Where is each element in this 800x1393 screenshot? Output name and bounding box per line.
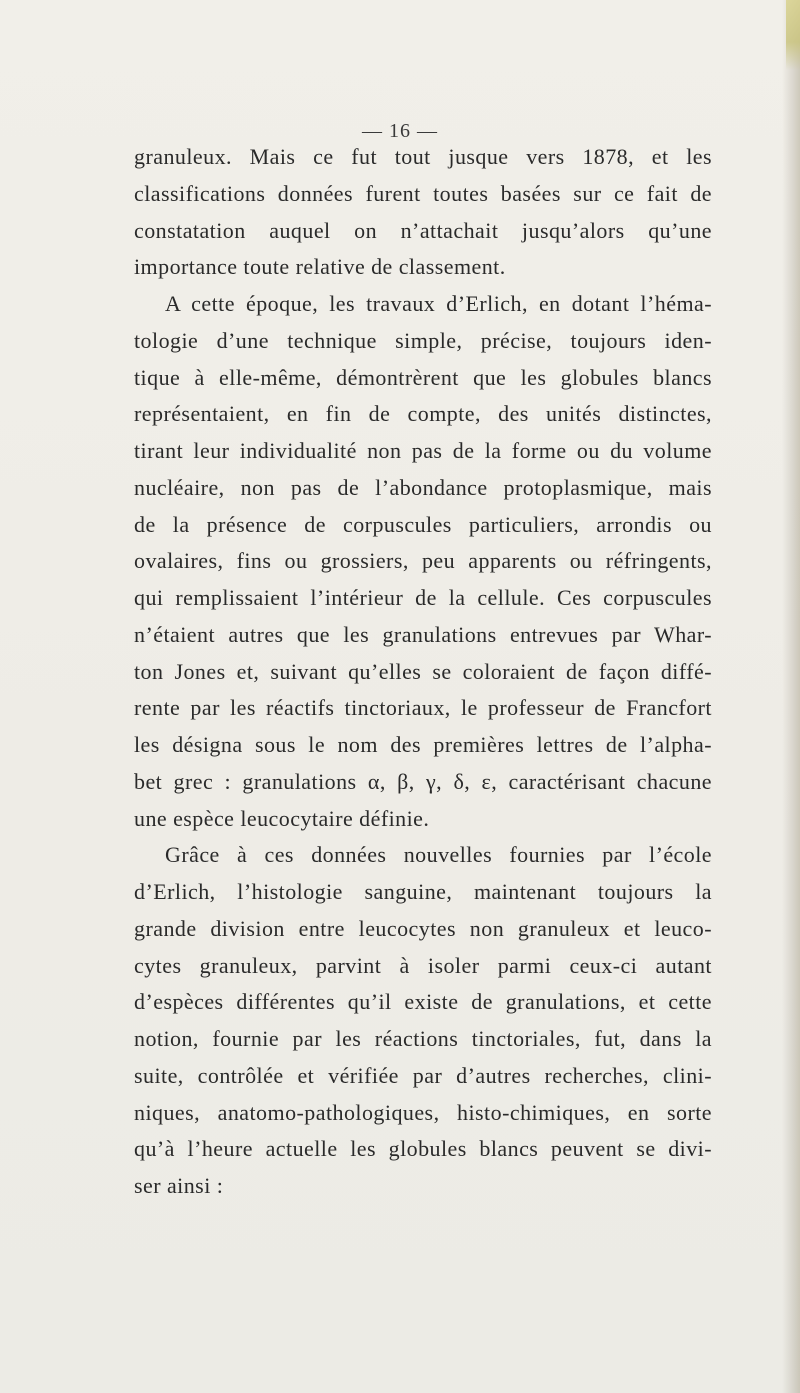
page-edge-shadow bbox=[782, 0, 800, 1393]
text-line: les désigna sous le nom des premières lettres de l’alpha- bbox=[134, 732, 712, 757]
text-line: d’Erlich, l’histologie sanguine, maintenant toujours la bbox=[134, 879, 712, 904]
text-line: suite, contrôlée et vérifiée par d’autres recherches, clini- bbox=[134, 1062, 712, 1088]
text-line: d’espèces différentes qu’il existe de granulations, et cette bbox=[134, 989, 712, 1015]
text-line: de la présence de corpuscules particuliers, arrondis ou bbox=[134, 511, 712, 537]
text-line: Grâce à ces données nouvelles fournies par l’école bbox=[165, 842, 712, 868]
page-corner-stain bbox=[786, 0, 800, 70]
text-line: classifications données furent toutes basées sur ce fait de bbox=[134, 180, 712, 206]
text-line: tique à elle-même, démontrèrent que les globules blancs bbox=[134, 364, 712, 390]
text-line: qui remplissaient l’intérieur de la cellule. Ces corpuscules bbox=[134, 585, 712, 610]
text-line: ser ainsi : bbox=[134, 1173, 224, 1198]
text-line: une espèce leucocytaire définie. bbox=[134, 805, 430, 831]
text-line: représentaient, en fin de compte, des unités distinctes, bbox=[134, 401, 712, 427]
text-line: granuleux. Mais ce fut tout jusque vers 1878, et les bbox=[134, 144, 712, 169]
text-line: niques, anatomo-pathologiques, histo-chimiques, en sorte bbox=[134, 1099, 712, 1125]
body-text bbox=[134, 139, 712, 1205]
text-line: ovalaires, fins ou grossiers, peu apparents ou réfringents, bbox=[134, 548, 712, 574]
text-line: rente par les réactifs tinctoriaux, le professeur de Francfort bbox=[134, 695, 712, 721]
text-line: constatation auquel on n’attachait jusqu’alors qu’une bbox=[134, 217, 712, 243]
text-line: n’étaient autres que les granulations entrevues par Whar- bbox=[134, 621, 712, 647]
text-line: tologie d’une technique simple, précise, toujours iden- bbox=[134, 327, 712, 353]
text-line: importance toute relative de classement. bbox=[134, 254, 506, 280]
text-line: notion, fournie par les réactions tinctoriales, fut, dans la bbox=[134, 1026, 712, 1051]
text-line: cytes granuleux, parvint à isoler parmi ceux-ci autant bbox=[134, 952, 712, 978]
text-line: nucléaire, non pas de l’abondance protoplasmique, mais bbox=[134, 474, 712, 500]
text-line: A cette époque, les travaux d’Erlich, en dotant l’héma- bbox=[165, 291, 712, 316]
text-line: tirant leur individualité non pas de la forme ou du volume bbox=[134, 438, 712, 463]
text-line: ton Jones et, suivant qu’elles se coloraient de façon diffé- bbox=[134, 658, 712, 684]
page-number: — 16 — bbox=[362, 120, 438, 142]
text-line: bet grec : granulations α, β, γ, δ, ε, caractérisant chacune bbox=[134, 768, 712, 794]
text-line: qu’à l’heure actuelle les globules blancs peuvent se divi- bbox=[134, 1136, 712, 1162]
text-line: grande division entre leucocytes non granuleux et leuco- bbox=[134, 915, 712, 941]
